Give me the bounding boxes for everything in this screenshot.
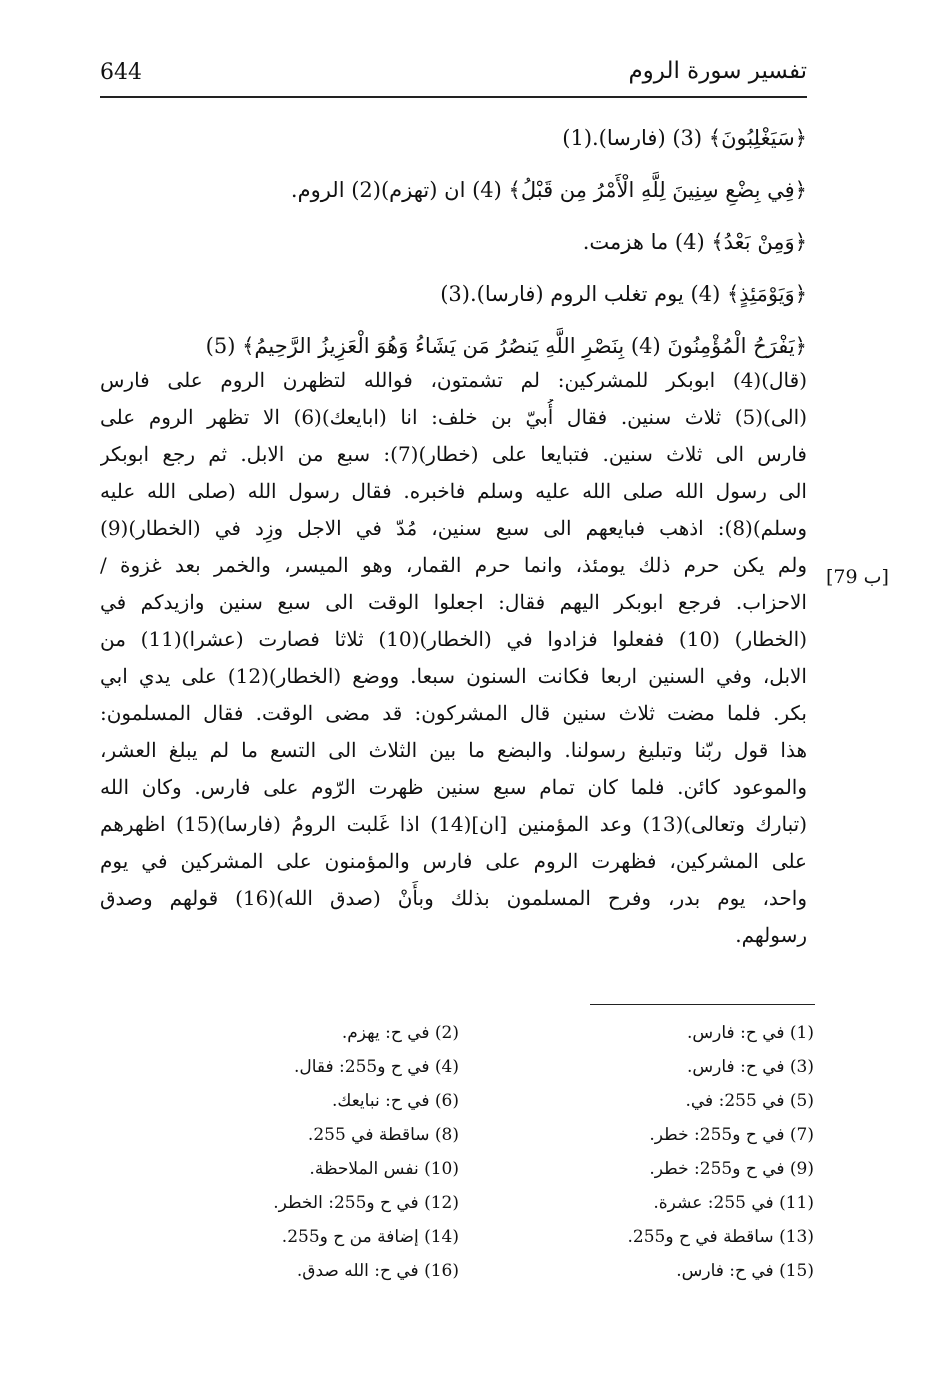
footnote: (12) في ح و255: الخطر. bbox=[273, 1193, 459, 1213]
commentary-paragraph bbox=[100, 362, 807, 954]
paragraph-line: فارس الى ثلاث سنين. فتبايعا على (خطار)(7): سبع من الابل. ثم رجع ابوبكر bbox=[100, 442, 807, 466]
paragraph-line: الاحزاب. فرجع ابوبكر اليهم فقال: اجعلوا الوقت الى سبع سنين وازيدكم في bbox=[100, 590, 807, 614]
footnote: (13) ساقطة في ح و255. bbox=[627, 1227, 814, 1247]
footnote: (2) في ح: يهزم. bbox=[341, 1023, 459, 1043]
paragraph-line: والموعود كائن. فلما كان تمام سبع سنين ظهرت الرّوم على فارس. وكان الله bbox=[100, 775, 807, 799]
verse-line: ﴿يَفْرَحُ الْمُؤْمِنُونَ (4) بِنَصْرِ اللَّهِ يَنصُرُ مَن يَشَاءُ وَهُوَ الْعَزِيزُ الرَّحِيمُ﴾ (5) bbox=[205, 334, 807, 358]
paragraph-line: واحد، يوم بدر، وفرح المسلمون بذلك وبأَنْ (صدق الله)(16) قولهم وصدق bbox=[100, 886, 807, 910]
footnote: (4) في ح و255: فقال. bbox=[293, 1057, 459, 1077]
footnote: (6) في ح: نبايعك. bbox=[331, 1091, 459, 1111]
paragraph-line: الى رسول الله صلى الله عليه وسلم فاخبره. فقال رسول الله (صلى الله عليه bbox=[100, 479, 807, 503]
paragraph-line: هذا قول ربّنا وتبليغ رسولنا. والبضع ما بين الثلاث الى التسع ما لم يبلغ العشر، bbox=[100, 738, 807, 762]
paragraph-line: الابل، وفي السنين اربعا فكانت السنون سبعا. ووضع (الخطار)(12) على يدي ابي bbox=[100, 664, 807, 688]
footnote: (5) في 255: في. bbox=[685, 1091, 814, 1111]
header-rule bbox=[100, 96, 807, 98]
footnote: (10) نفس الملاحظة. bbox=[309, 1159, 459, 1179]
paragraph-line: (الخطار) (10) ففعلوا فزادوا في (الخطار)(10) ثلاثا فصارت (عشرا)(11) من bbox=[100, 627, 807, 651]
footnote: (15) في ح: فارس. bbox=[676, 1261, 814, 1281]
footnote: (11) في 255: عشرة. bbox=[653, 1193, 814, 1213]
paragraph-line: وسلم)(8): اذهب فبايعهم الى سبع سنين، مُدّ في الاجل وزِد في (الخطار)(9) bbox=[100, 516, 807, 540]
verse-line: ﴿وَيَوْمَئِذٍ﴾ (4) يوم تغلب الروم (فارسا).(3) bbox=[440, 282, 807, 306]
footnote-rule bbox=[590, 1004, 815, 1005]
footnote: (1) في ح: فارس. bbox=[687, 1023, 814, 1043]
paragraph-line: (الى)(5) ثلاث سنين. فقال أُبيّ بن خلف: انا (ابايعك)(6) الا تظهر الروم على bbox=[100, 405, 807, 429]
page-number: 644 bbox=[100, 60, 142, 85]
footnote: (8) ساقطة في 255. bbox=[307, 1125, 459, 1145]
footnote: (3) في ح: فارس. bbox=[687, 1057, 814, 1077]
footnote: (16) في ح: الله صدق. bbox=[296, 1261, 459, 1281]
verse-line: ﴿وَمِنْ بَعْدُ﴾ (4) ما هزمت. bbox=[582, 230, 807, 254]
footnote: (7) في ح و255: خطر. bbox=[649, 1125, 814, 1145]
manuscript-folio-note: [79 ب] bbox=[826, 566, 889, 588]
page-header bbox=[100, 56, 807, 98]
paragraph-line: على المشركين، فظهرت الروم على فارس والمؤمنون على المشركين في يوم bbox=[100, 849, 807, 873]
footnote: (14) إضافة من ح و255. bbox=[281, 1227, 459, 1247]
footnote: (9) في ح و255: خطر. bbox=[649, 1159, 814, 1179]
verse-line: ﴿فِي بِضْعِ سِنِينَ لِلَّهِ الْأَمْرُ مِن قَبْلُ﴾ (4) ان (تهزم)(2) الروم. bbox=[290, 178, 807, 202]
verse-block bbox=[100, 112, 807, 372]
paragraph-line: (تبارك وتعالى)(13) وعد المؤمنين [ان](14) اذا غَلبت الرومُ (فارسا)(15) اظهرهم bbox=[100, 812, 807, 836]
paragraph-line: ولم يكن حرم ذلك يومئذ، وانما حرم القمار، وهو الميسر، والخمر بعد غزوة / bbox=[100, 553, 807, 577]
running-title: تفسير سورة الروم bbox=[628, 58, 807, 84]
paragraph-line: بكر. فلما مضت ثلاث سنين قال المشركون: قد مضى الوقت. فقال المسلمون: bbox=[100, 701, 807, 725]
paragraph-line: (قال)(4) ابوبكر للمشركين: لم تشمتون، فوالله لتظهرن الروم على فارس bbox=[100, 368, 807, 392]
verse-line: ﴿سَيَغْلِبُونَ﴾ (3) (فارسا).(1) bbox=[562, 126, 807, 150]
paragraph-line: رسولهم. bbox=[735, 923, 807, 947]
